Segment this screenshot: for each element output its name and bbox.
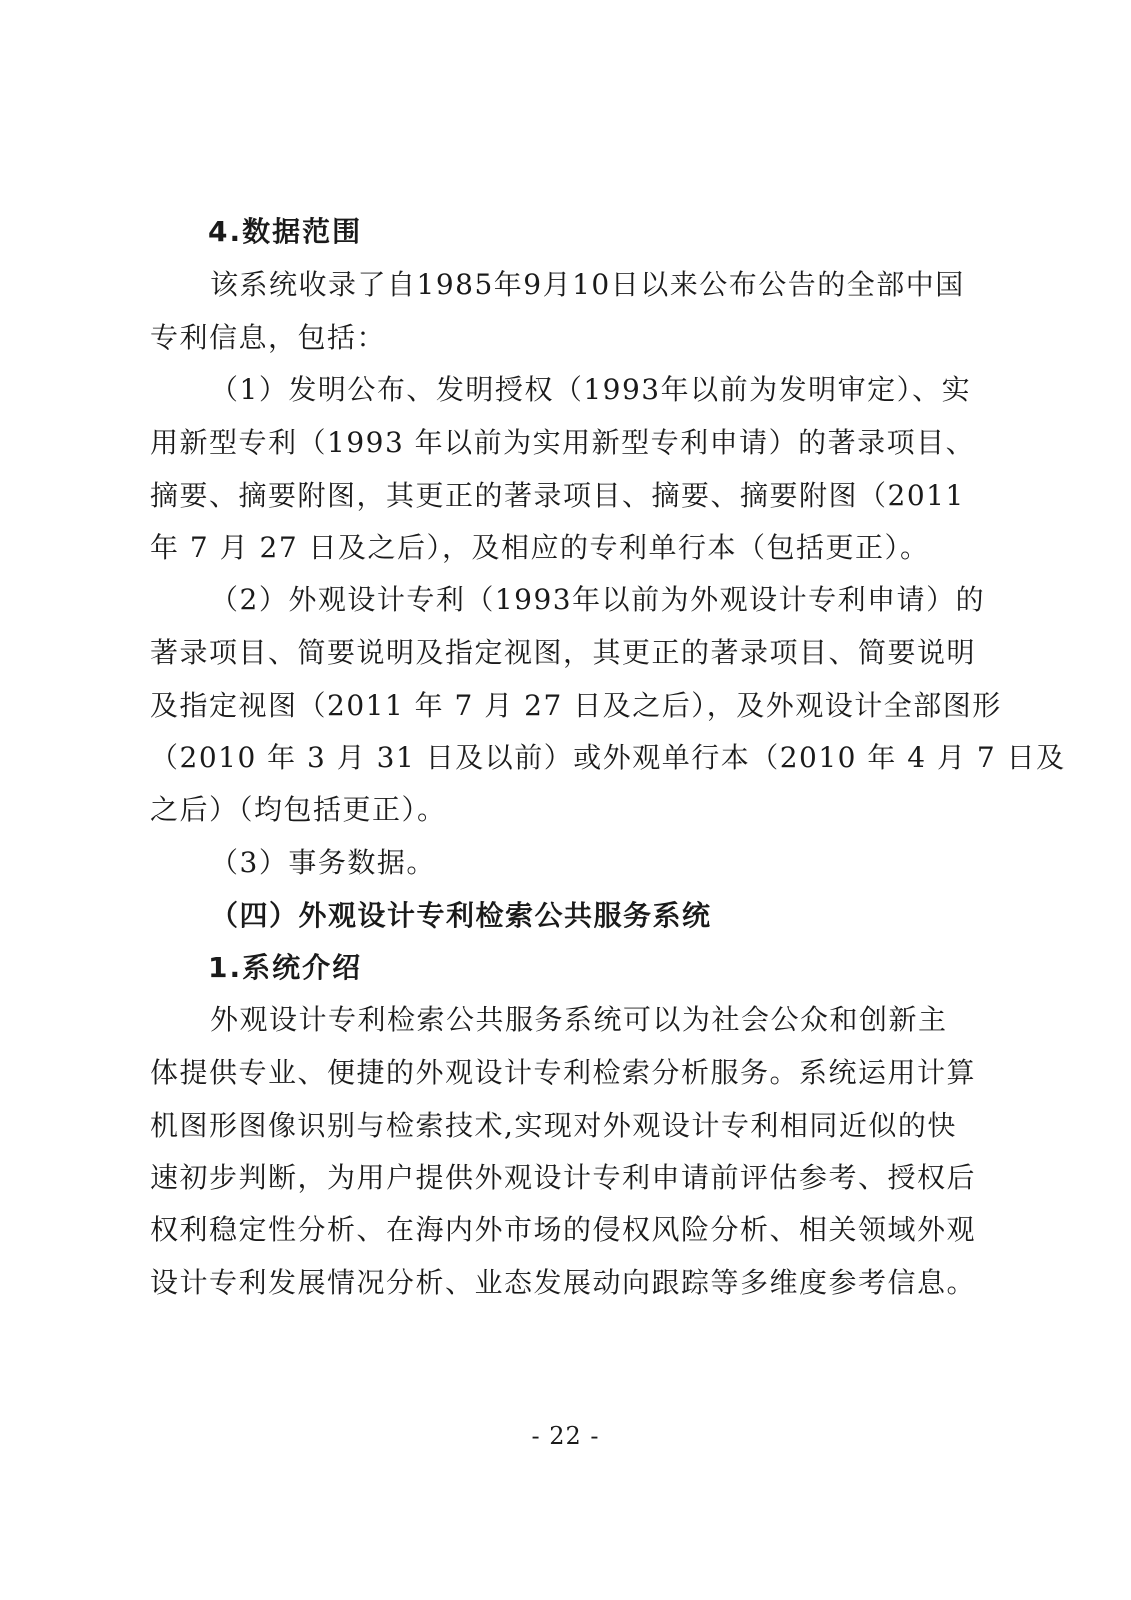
paragraph-line: 专利信息，包括：	[150, 321, 387, 354]
paragraph-line: （2010 年 3 月 31 日及以前）或外观单行本（2010 年 4 月 7 日及	[150, 741, 1066, 774]
paragraph-line: （3）事务数据。	[210, 846, 436, 879]
paragraph-line: 及指定视图（2011 年 7 月 27 日及之后），及外观设计全部图形	[150, 689, 1002, 722]
paragraph-line: 著录项目、简要说明及指定视图，其更正的著录项目、简要说明	[150, 636, 977, 669]
paragraph-line: 年 7 月 27 日及之后），及相应的专利单行本（包括更正）。	[150, 531, 930, 564]
paragraph-line: （1）发明公布、发明授权（1993年以前为发明审定）、实	[210, 373, 972, 406]
section-heading-system-intro: 1.系统介绍	[208, 951, 363, 984]
page-number: - 22 -	[531, 1422, 600, 1450]
paragraph-line: 体提供专业、便捷的外观设计专利检索分析服务。系统运用计算	[150, 1056, 977, 1089]
paragraph-line: 用新型专利（1993 年以前为实用新型专利申请）的著录项目、	[150, 426, 976, 459]
section-heading-data-scope: 4.数据范围	[208, 215, 363, 248]
paragraph-line: 之后）（均包括更正）。	[150, 793, 447, 826]
paragraph-line: 外观设计专利检索公共服务系统可以为社会公众和创新主	[210, 1003, 948, 1036]
paragraph-line: 权利稳定性分析、在海内外市场的侵权风险分析、相关领域外观	[150, 1213, 977, 1246]
paragraph-line: 机图形图像识别与检索技术,实现对外观设计专利相同近似的快	[150, 1109, 957, 1142]
section-heading-design-search-system: （四）外观设计专利检索公共服务系统	[210, 899, 712, 932]
paragraph-line: 摘要、摘要附图，其更正的著录项目、摘要、摘要附图（2011	[150, 479, 965, 512]
paragraph-line: 速初步判断，为用户提供外观设计专利申请前评估参考、授权后	[150, 1161, 977, 1194]
paragraph-line: 该系统收录了自1985年9月10日以来公布公告的全部中国	[210, 268, 965, 301]
paragraph-line: 设计专利发展情况分析、业态发展动向跟踪等多维度参考信息。	[150, 1266, 977, 1299]
paragraph-line: （2）外观设计专利（1993年以前为外观设计专利申请）的	[210, 583, 986, 616]
